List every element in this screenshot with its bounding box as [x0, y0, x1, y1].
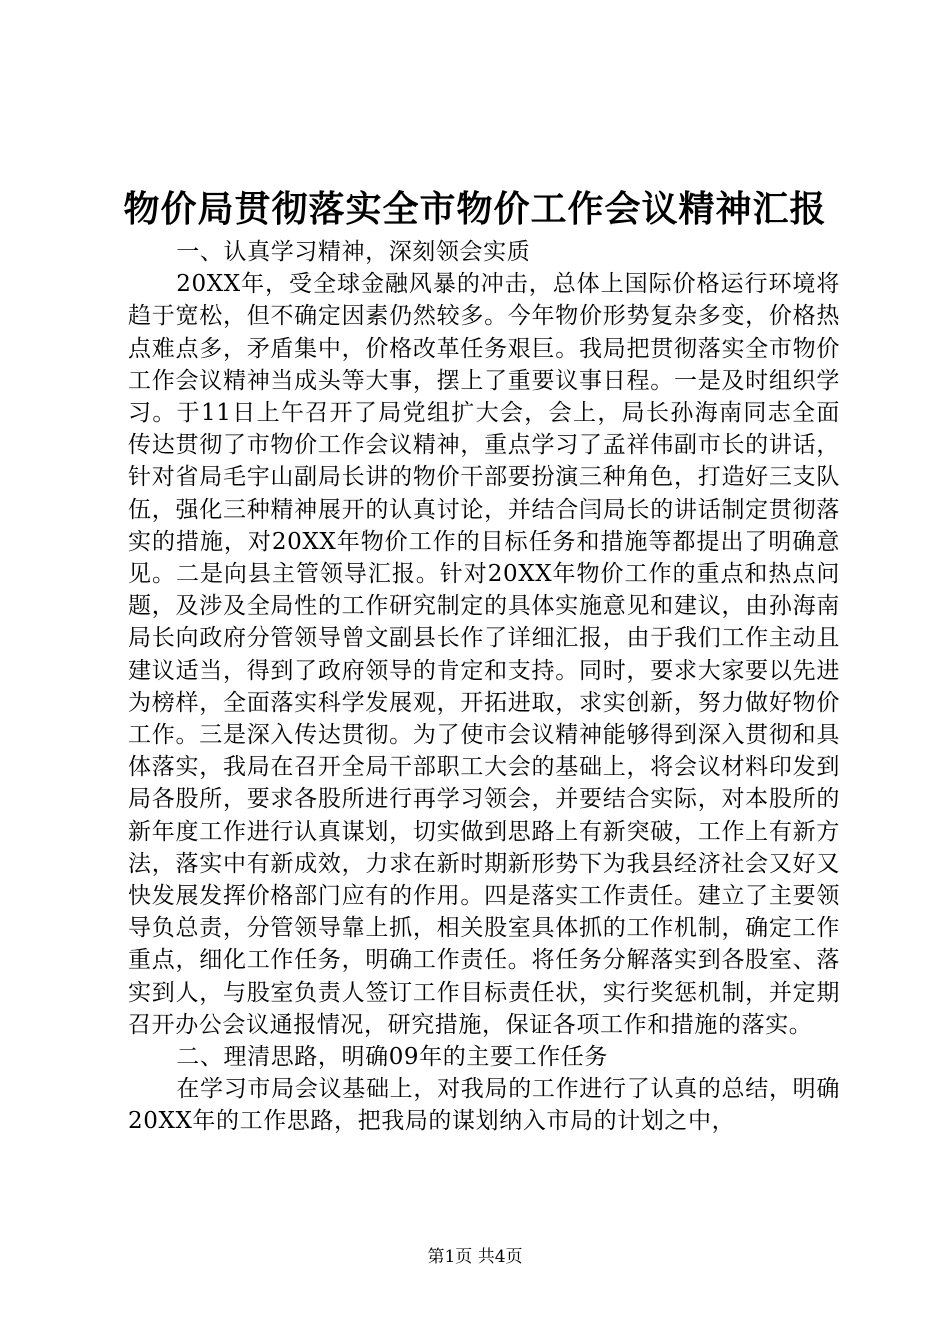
page-footer: 第1页 共4页: [427, 1247, 523, 1267]
section-2-paragraph: 在学习市局会议基础上，对我局的工作进行了认真的总结，明确20XX年的工作思路，把我局的谋划纳入市局的计划之中，: [128, 1076, 840, 1135]
document-body: [128, 236, 840, 1138]
document-title: 物价局贯彻落实全市物价工作会议精神汇报: [123, 188, 827, 230]
section-1-paragraph: 20XX年，受全球金融风暴的冲击，总体上国际价格运行环境将趋于宽松，但不确定因素仍然较多。今年物价形势复杂多变，价格热点难点多，矛盾集中，价格改革任务艰巨。我局把贯彻落实全市物价工作会议精神当成头等大事，摆上了重要议事日程。一是及时组织学习。于11日上午召开了局党组扩大会，会上，局长孙海南同志全面传达贯彻了市物价工作会议精神，重点学习了孟祥伟副市长的讲话，针对省局毛宇山副局长讲的物价干部要扮演三种角色，打造好三支队伍，强化三种精神展开的认真讨论，并结合闫局长的讲话制定贯彻落实的措施，对20XX年物价工作的目标任务和措施等都提出了明确意见。二是向县主管领导汇报。针对20XX年物价工作的重点和热点问题，及涉及全局性的工作研究制定的具体实施意见和建议，由孙海南局长向政府分管领导曾文副县长作了详细汇报，由于我们工作主动且建议适当，得到了政府领导的肯定和支持。同时，要求大家要以先进为榜样，全面落实科学发展观，开拓进取，求实创新，努力做好物价工作。三是深入传达贯彻。为了使市会议精神能够得到深入贯彻和具体落实，我局在召开全局干部职工大会的基础上，将会议材料印发到局各股所，要求各股所进行再学习领会，并要结合实际，对本股所的新年度工作进行认真谋划，切实做到思路上有新突破，工作上有新方法，落实中有新成效，力求在新时期新形势下为我县经济社会又好又快发展发挥价格部门应有的作用。四是落实工作责任。建立了主要领导负总责，分管领导靠上抓，相关股室具体抓的工作机制，确定工作重点，细化工作任务，明确工作责任。将任务分解落实到各股室、落实到人，与股室负责人签订工作目标责任状，实行奖惩机制，并定期召开办公会议通报情况，研究措施，保证各项工作和措施的落实。: [128, 271, 840, 1038]
section-2-heading: 二、理清思路，明确09年的主要工作任务: [176, 1044, 608, 1071]
section-1-heading: 一、认真学习精神，深刻领会实质: [176, 239, 531, 265]
